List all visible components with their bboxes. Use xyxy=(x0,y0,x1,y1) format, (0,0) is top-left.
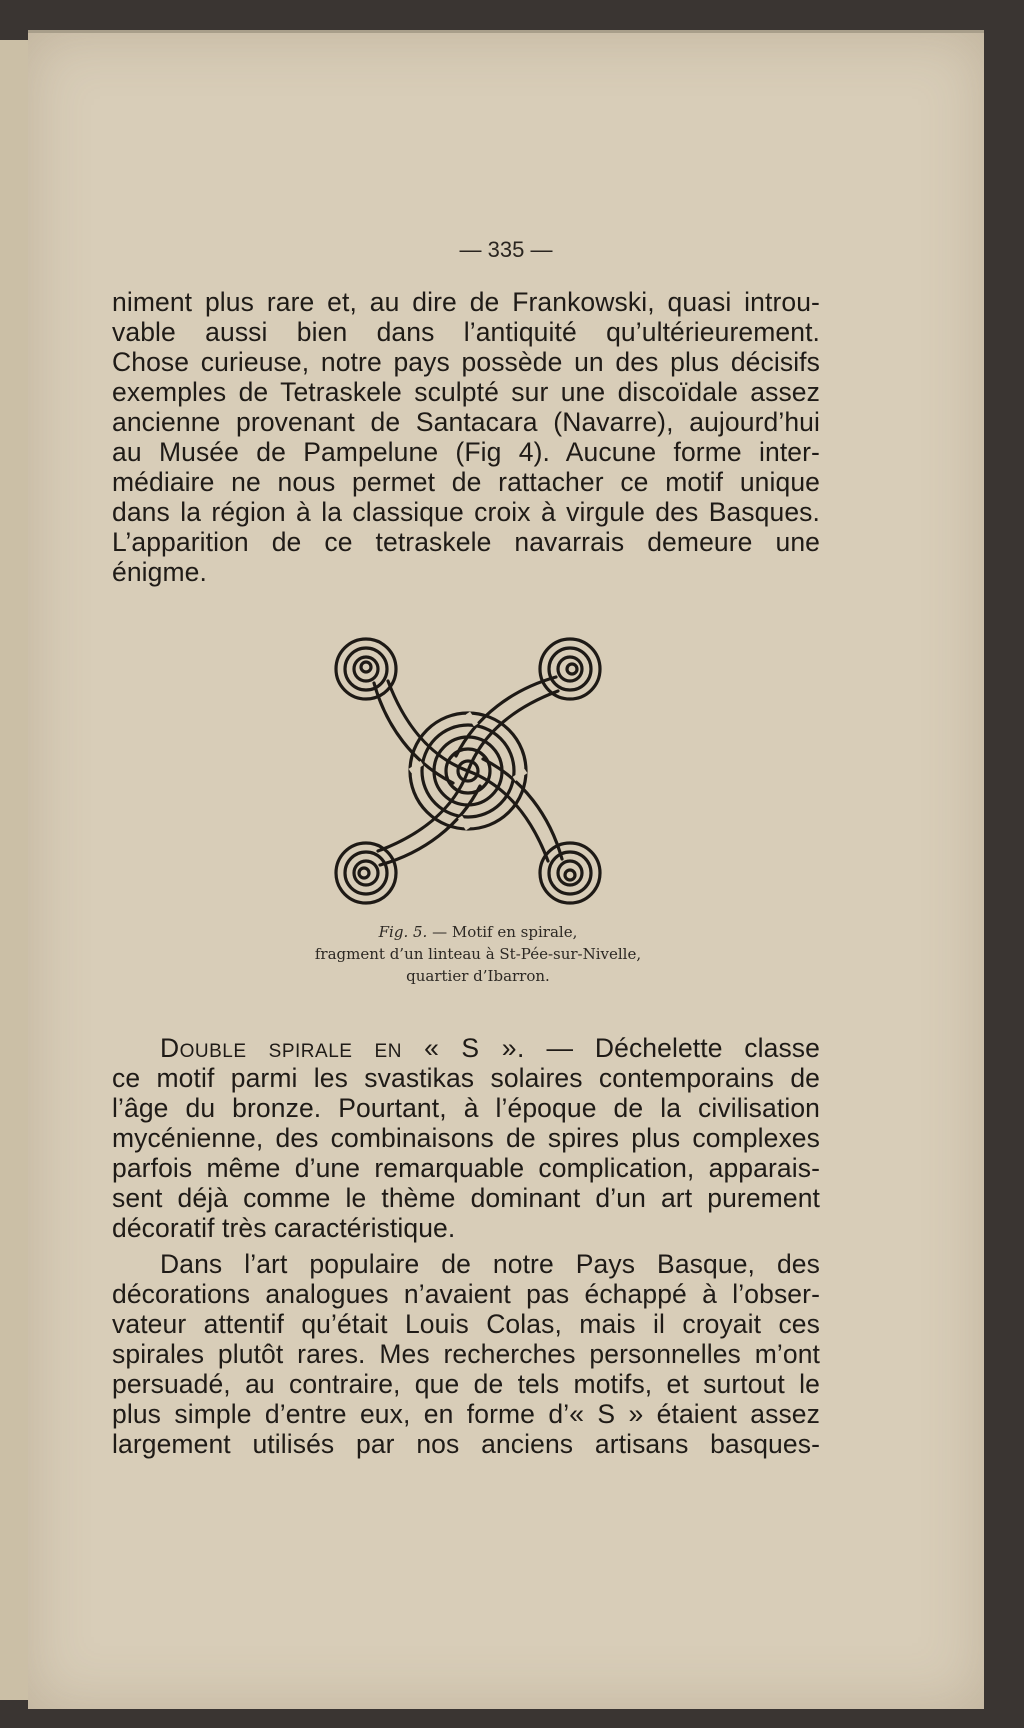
spiral-motif-illustration xyxy=(308,611,628,931)
text-line: au Musée de Pampelune (Fig 4). Aucune forme inter- xyxy=(112,437,820,467)
facing-page-edge xyxy=(0,40,30,1700)
text-line: vateur attentif qu’était Louis Colas, mais il croyait ces xyxy=(112,1309,820,1339)
paragraph-tetraskele xyxy=(112,287,820,587)
text-line: vable aussi bien dans l’antiquité qu’ultérieurement. xyxy=(112,317,820,347)
paragraph-art-populaire xyxy=(112,1249,820,1459)
text-line: spirales plutôt rares. Mes recherches personnelles m’ont xyxy=(112,1339,820,1369)
text-line: médiaire ne nous permet de rattacher ce motif unique xyxy=(112,467,820,497)
caption-line: fragment d’un linteau à St-Pée-sur-Nivelle, xyxy=(314,945,642,963)
figure-label: Fig. 5. xyxy=(378,923,428,941)
text-line: L’apparition de ce tetraskele navarrais demeure une xyxy=(112,527,820,557)
text-line xyxy=(112,1033,820,1063)
text-line: mycénienne, des combinaisons de spires plus complexes xyxy=(112,1123,820,1153)
figure-caption xyxy=(208,921,748,987)
text-line: décoratif très caractéristique. xyxy=(112,1213,456,1243)
text-line: plus simple d’entre eux, en forme d’« S » étaient assez xyxy=(112,1399,820,1429)
text-line: ancienne provenant de Santacara (Navarre), aujourd’hui xyxy=(112,407,820,437)
text-line: ce motif parmi les svastikas solaires contemporains de xyxy=(112,1063,820,1093)
text-line: décorations analogues n’avaient pas échappé à l’obser- xyxy=(112,1279,820,1309)
text-line-rest: — Déchelette classe xyxy=(524,1033,820,1063)
text-line: niment plus rare et, au dire de Frankowski, quasi introu- xyxy=(112,287,820,317)
book-page xyxy=(28,30,984,1709)
page-number: — 335 — xyxy=(459,237,553,262)
caption-line: — Motif en spirale, xyxy=(432,923,578,941)
text-line: exemples de Tetraskele sculpté sur une discoïdale assez xyxy=(112,377,820,407)
text-line: parfois même d’une remarquable complication, apparais- xyxy=(112,1153,820,1183)
text-line: largement utilisés par nos anciens artisans basques- xyxy=(112,1429,820,1459)
text-line: Chose curieuse, notre pays possède un des plus décisifs xyxy=(112,347,820,377)
spiral-motif-icon xyxy=(308,611,628,931)
text-line: l’âge du bronze. Pourtant, à l’époque de la civilisation xyxy=(112,1093,820,1123)
text-line: énigme. xyxy=(112,557,207,587)
text-line: sent déjà comme le thème dominant d’un art purement xyxy=(112,1183,820,1213)
section-heading: Double spirale en « S ». xyxy=(160,1033,525,1063)
caption-line: quartier d’Ibarron. xyxy=(406,967,550,985)
text-line: Dans l’art populaire de notre Pays Basque, des xyxy=(160,1249,820,1279)
text-line: persuadé, au contraire, que de tels motifs, et surtout le xyxy=(112,1369,820,1399)
text-line: dans la région à la classique croix à virgule des Basques. xyxy=(112,497,820,527)
paragraph-double-spirale xyxy=(112,1033,820,1243)
